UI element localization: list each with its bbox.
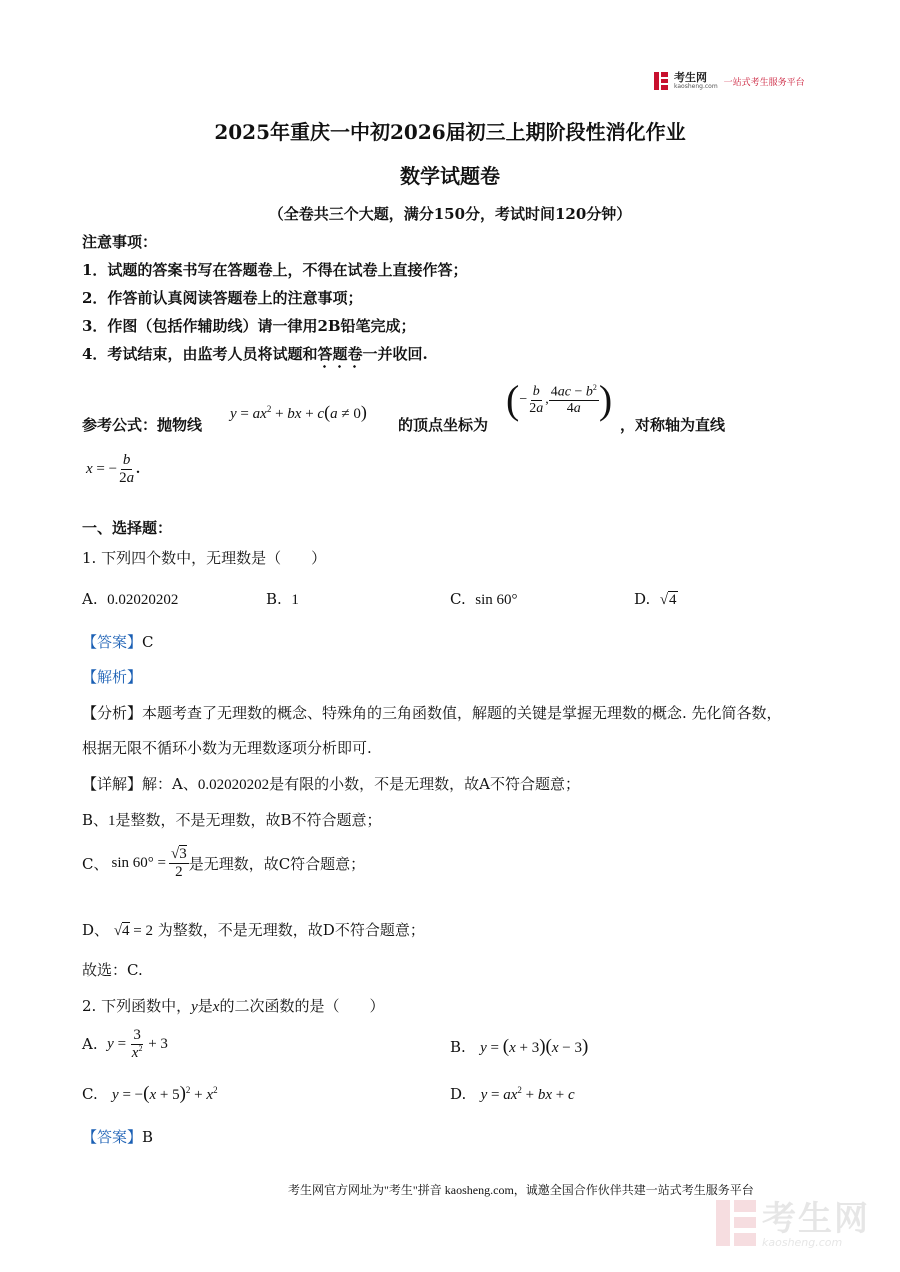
- formula-lead: 参考公式：抛物线: [82, 416, 203, 434]
- watermark-name: 考生网: [762, 1198, 870, 1239]
- q1-analysis-tag: 【解析】: [82, 668, 143, 686]
- q2-option-d: D. $y = ax^2$ + bx + c: [450, 1085, 575, 1103]
- note-item-1: 1．试题的答案书写在答题卷上，不得在试卷上直接作答；: [82, 261, 468, 279]
- section-heading: 一、选择题：: [82, 519, 173, 537]
- q1-detail-d: D、 √4 = 2 为整数，不是无理数，故D不符合题意；: [82, 921, 425, 939]
- q2-option-a: A. y = $\frac{3}{x^2}$ + 3: [82, 1027, 168, 1061]
- q1-detail-b: B、1是整数，不是无理数，故B不符合题意；: [82, 811, 382, 829]
- exam-info: （全卷共三个大题，满分150分，考试时间120分钟）: [268, 205, 632, 223]
- brand-domain: kaosheng.com: [674, 83, 718, 90]
- sqrt-sign-icon: √: [113, 923, 123, 939]
- exam-subtitle: 数学试题卷: [400, 164, 500, 188]
- q2-option-c: C. $y = -(x + 5)^2 + x^2$: [82, 1083, 218, 1104]
- note-item-4: 4．考试结束，由监考人员将试题和答题卷一并收回.: [82, 345, 428, 363]
- footer-text: 考生网官方网址为"考生"拼音 kaosheng.com，诚邀全国合作伙伴共建一站式考生服务平台: [288, 1183, 754, 1197]
- formula-mid: 的顶点坐标为: [398, 416, 489, 434]
- brand-slogan: 一站式考生服务平台: [723, 77, 805, 88]
- brand-name: 考生网: [674, 71, 707, 84]
- sqrt-sign-icon: √: [170, 846, 180, 862]
- q1-option-b: B. 1: [266, 590, 299, 608]
- watermark-domain: kaosheng.com: [762, 1235, 843, 1249]
- emphasis-dots: 答题卷: [317, 345, 363, 363]
- watermark-logo-icon: [716, 1200, 756, 1250]
- note-item-2: 2．作答前认真阅读答题卷上的注意事项；: [82, 289, 363, 307]
- q1-stem: 1. 下列四个数中，无理数是（ ）: [82, 549, 327, 567]
- note-item-3: 3．作图（包括作辅助线）请一律用2B铅笔完成；: [82, 317, 416, 335]
- q2-option-b: B. y = (x + 3)(x − 3): [450, 1036, 589, 1057]
- q2-stem: 2. 下列函数中，y是x的二次函数的是（ ）: [82, 997, 385, 1015]
- vertex-formula: ( − $\frac{b}{2a}$ , $\frac{4ac - b^2}{4a}$ ): [506, 377, 613, 422]
- brand-header: [654, 72, 805, 90]
- q1-conclusion: 故选：C.: [82, 961, 143, 979]
- q1-detail-a: 【详解】解：A、0.02020202是有限的小数，不是无理数，故A不符合题意；: [82, 775, 580, 793]
- kaosheng-logo-icon: [654, 72, 668, 90]
- q1-fenxi-2: 根据无限不循环小数为无理数逐项分析即可.: [82, 739, 372, 757]
- watermark: [716, 1200, 870, 1250]
- q1-option-d: D. √4: [634, 590, 677, 608]
- q2-answer: 【答案】B: [82, 1128, 154, 1146]
- parabola-formula: $y = ax^2$ + bx + c(a ≠ 0): [230, 402, 367, 422]
- exam-title: 2025年重庆一中初2026届初三上期阶段性消化作业: [214, 120, 686, 144]
- q1-option-c: C. sin 60°: [450, 590, 518, 608]
- sqrt3-over-2: $\frac{√3}{2}$: [170, 846, 187, 880]
- q1-option-a: A. 0.02020202: [82, 590, 179, 608]
- axis-formula: x = − $\frac{b}{2a}$ .: [86, 452, 140, 486]
- notes-heading: 注意事项：: [82, 233, 158, 251]
- q1-answer: 【答案】C: [82, 633, 154, 651]
- q1-detail-c: C、 sin 60° = $\frac{√3}{2}$ 是无理数，故C符合题意；: [82, 846, 366, 880]
- q1-fenxi-1: 【分析】本题考查了无理数的概念、特殊角的三角函数值，解题的关键是掌握无理数的概念. 先化简各数，: [82, 704, 782, 722]
- formula-tail: ，对称轴为直线: [620, 416, 726, 434]
- sqrt-sign-icon: √: [659, 592, 669, 608]
